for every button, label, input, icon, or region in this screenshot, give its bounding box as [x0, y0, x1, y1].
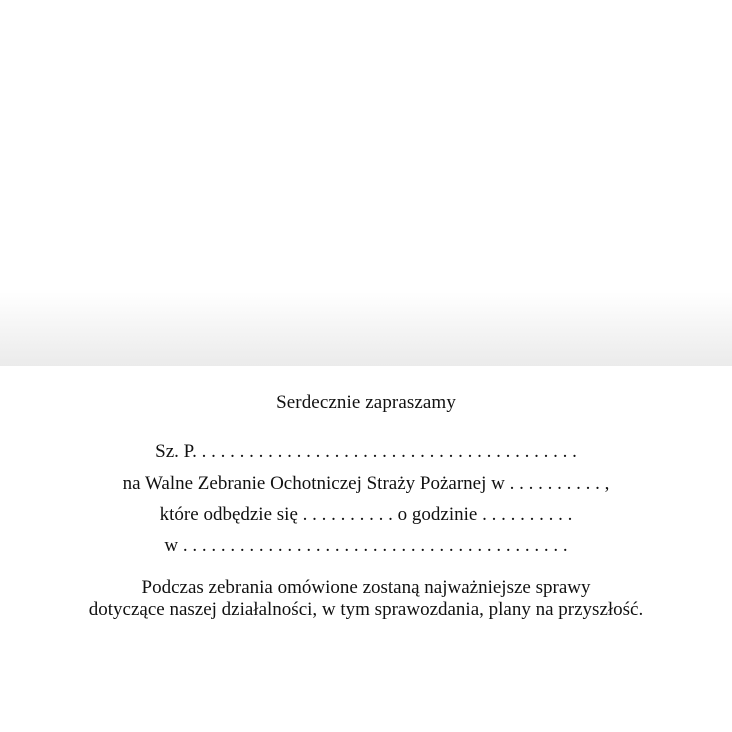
recipient-line: [0, 441, 732, 463]
location-line: [0, 473, 732, 495]
agenda-paragraph-line-2: dotyczące naszej działalności, w tym sprawozdania, plany na przyszłość.: [88, 599, 644, 620]
location-fill-dots: . . . . . . . . . . ,: [504, 473, 610, 494]
time-fill-dots: . . . . . . . . . .: [477, 504, 573, 525]
invitation-heading: Serdecznie zapraszamy: [276, 392, 456, 413]
invitation-card: [0, 366, 732, 732]
time-label: o godzinie: [397, 504, 478, 525]
meeting-label: na Walne Zebranie Ochotniczej Straży Pożarnej w: [122, 473, 505, 494]
venue-fill-dots: . . . . . . . . . . . . . . . . . . . . . . . . . . . . . . . . . . . . . . . . .: [178, 535, 568, 556]
agenda-paragraph-line-1: Podczas zebrania omówione zostaną najważniejsze sprawy: [141, 577, 591, 598]
date-label: które odbędzie się: [159, 504, 298, 525]
recipient-label: Sz. P.: [155, 441, 197, 462]
date-time-line: [0, 504, 732, 526]
recipient-fill-dots: . . . . . . . . . . . . . . . . . . . . . . . . . . . . . . . . . . . . . . . .: [196, 441, 577, 462]
venue-label: w: [164, 535, 179, 556]
date-fill-dots: . . . . . . . . . .: [297, 504, 398, 525]
venue-line: [0, 535, 732, 557]
